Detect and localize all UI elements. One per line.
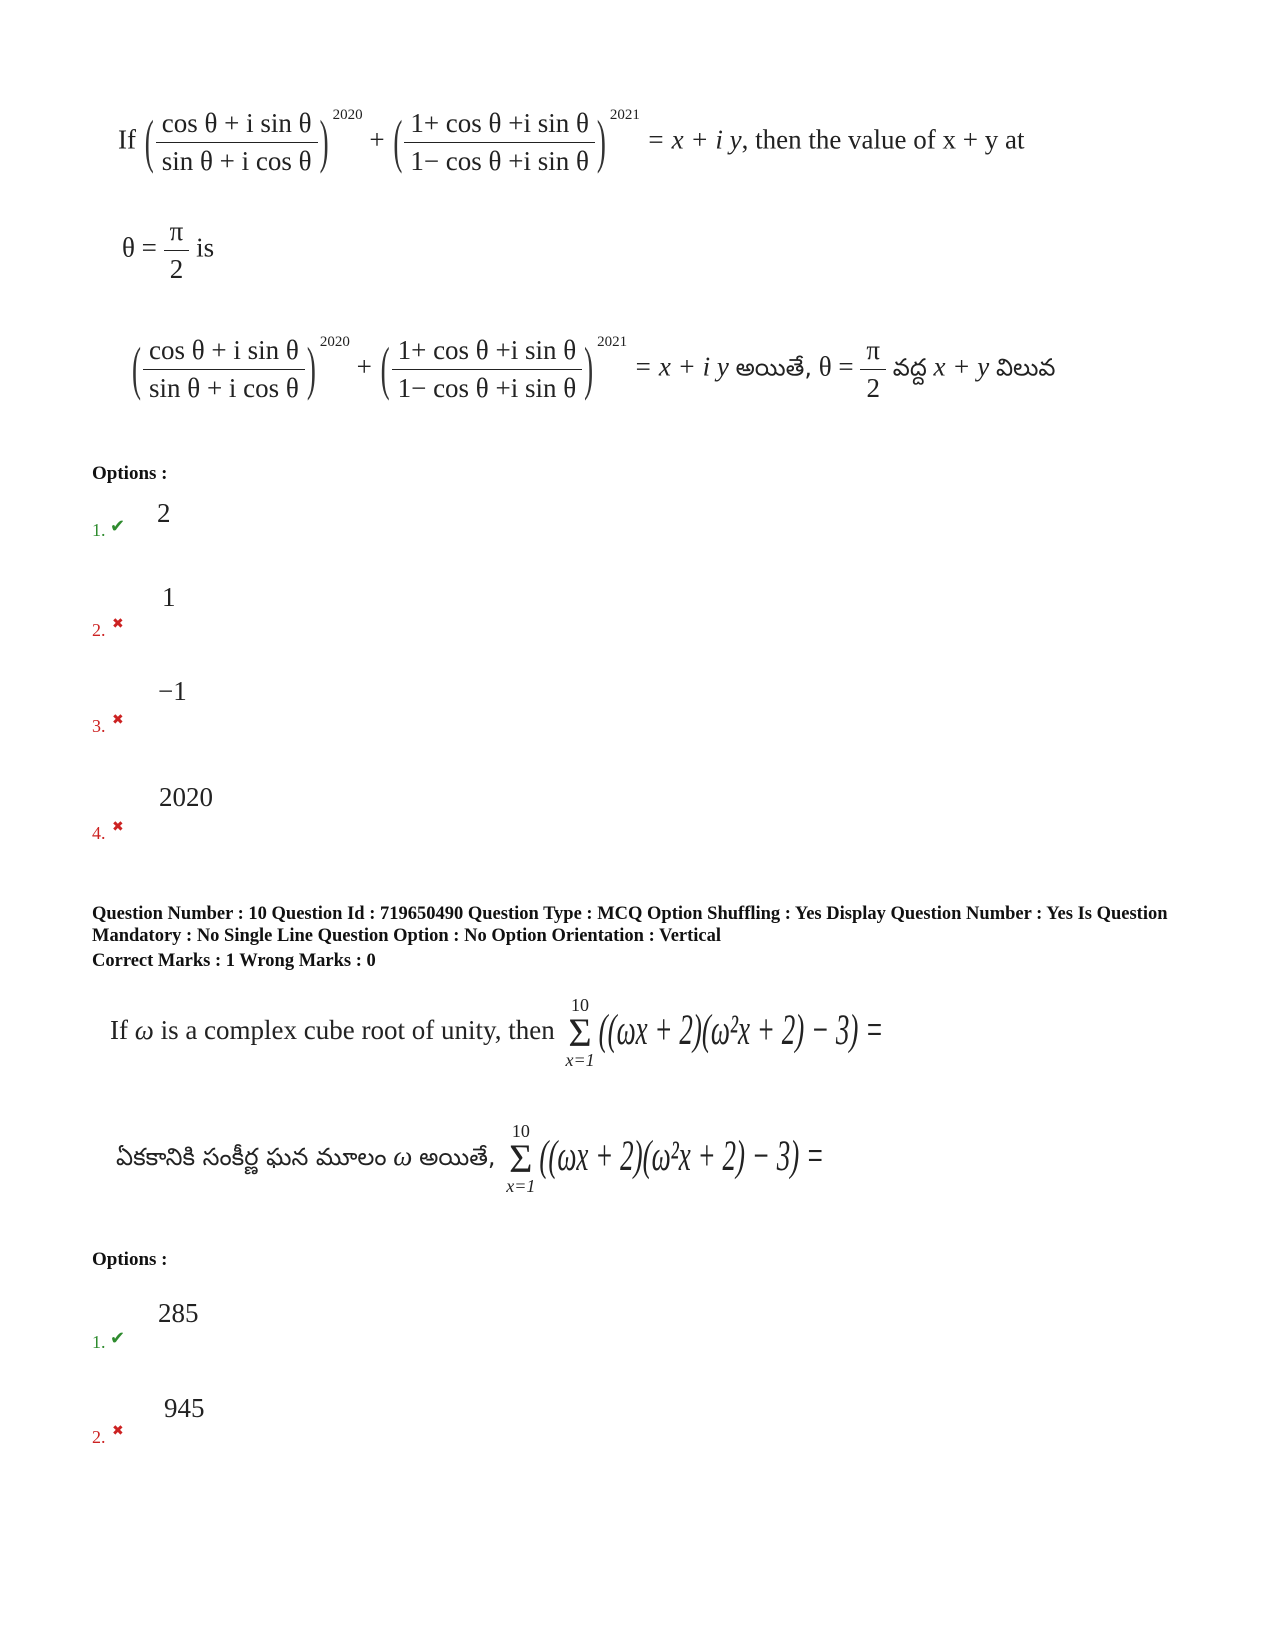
option-number: 2.: [92, 620, 106, 640]
q10-marks: Correct Marks : 1 Wrong Marks : 0: [92, 951, 376, 971]
pi-over-2: $\frac{\pi}{2}$: [164, 216, 190, 285]
te-fraction-2: $\frac{\text{1+ cos θ +i sin θ}}{\text{1− cos θ +i sin θ}}$: [392, 335, 583, 404]
q9-telugu-stem: ( $\frac{\text{cos θ + i sin θ}}{\text{sin θ + i cos θ}}$ ) $^{2020}$ + ( $\frac{\text{1+ cos θ +i sin θ}}{\text{1− cos θ +i sin θ}}$ ) $^{2021}$ = x + i y అయితే, θ = $\frac{\pi}{2}$ వద్ద x + y విలువ: [132, 333, 1056, 403]
summation: 10 Σ x=1: [565, 995, 595, 1070]
te-fraction-1: $\frac{\text{cos θ + i sin θ}}{\text{sin θ + i cos θ}}$: [143, 335, 305, 404]
q10-english-stem: If ω is a complex cube root of unity, then 10 Σ x=1 ((ωx + 2)(ω²x + 2) − 3) =: [110, 995, 884, 1070]
check-icon: ✔: [110, 516, 126, 536]
cross-icon: ✖: [112, 713, 124, 728]
cross-icon: ✖: [112, 617, 124, 632]
option-value: 285: [158, 1298, 199, 1328]
exponent-2021: 2021: [609, 106, 640, 123]
fraction-1: $\frac{\text{cos θ + i sin θ}}{\text{sin θ + i cos θ}}$: [156, 108, 318, 177]
option-number: 1.: [92, 1332, 106, 1352]
option-value: 2: [157, 498, 171, 528]
plus-sign: +: [369, 124, 385, 155]
q10-meta: Question Number : 10 Question Id : 719650490 Question Type : MCQ Option Shuffling : Yes Display Question Number : Yes Is Question Mandatory : No Single Line Question Option : No Option Orientation : Vertical: [92, 904, 1168, 946]
option-number: 4.: [92, 823, 106, 843]
check-icon: ✔: [110, 1328, 126, 1348]
option-value: −1: [158, 676, 187, 706]
option-value: 2020: [159, 782, 213, 812]
option-number: 1.: [92, 520, 106, 540]
q10-telugu-stem: ఏకకానికి సంకీర్ణ ఘన మూలం ω అయితే, 10 Σ x=1 ((ωx + 2)(ω²x + 2) − 3) =: [116, 1121, 825, 1196]
sum-expression: ((ωx + 2)(ω²x + 2) − 3) =: [598, 1005, 884, 1054]
exponent-2020: 2020: [332, 106, 363, 123]
cross-icon: ✖: [112, 820, 124, 835]
q9-options-label: Options :: [92, 463, 168, 484]
option-value: 1: [162, 582, 176, 612]
stem-tail: , then the value of x + y at: [741, 124, 1025, 155]
if-word: If: [118, 124, 136, 155]
fraction-2: $\frac{\text{1+ cos θ +i sin θ}}{\text{1− cos θ +i sin θ}}$: [404, 108, 595, 177]
option-value: 945: [164, 1393, 205, 1423]
q9-english-stem: If ( $\frac{\text{cos θ + i sin θ}}{\text{sin θ + i cos θ}}$ ) $^{2020}$ + ( $\frac{\text{1+ cos θ +i sin θ}}{\text{1− cos θ +i sin θ}}$ ) $^{2021}$ = x + i y, then the value of x + y at: [118, 106, 1025, 176]
option-number: 2.: [92, 1427, 106, 1447]
equals-x-iy: = x + i y: [646, 124, 742, 155]
q10-options-label: Options :: [92, 1249, 168, 1270]
option-number: 3.: [92, 716, 106, 736]
q9-theta-line: θ = $\frac{\pi}{2}$ is: [122, 216, 215, 284]
cross-icon: ✖: [112, 1424, 124, 1439]
omega-symbol: ω: [134, 1015, 154, 1046]
